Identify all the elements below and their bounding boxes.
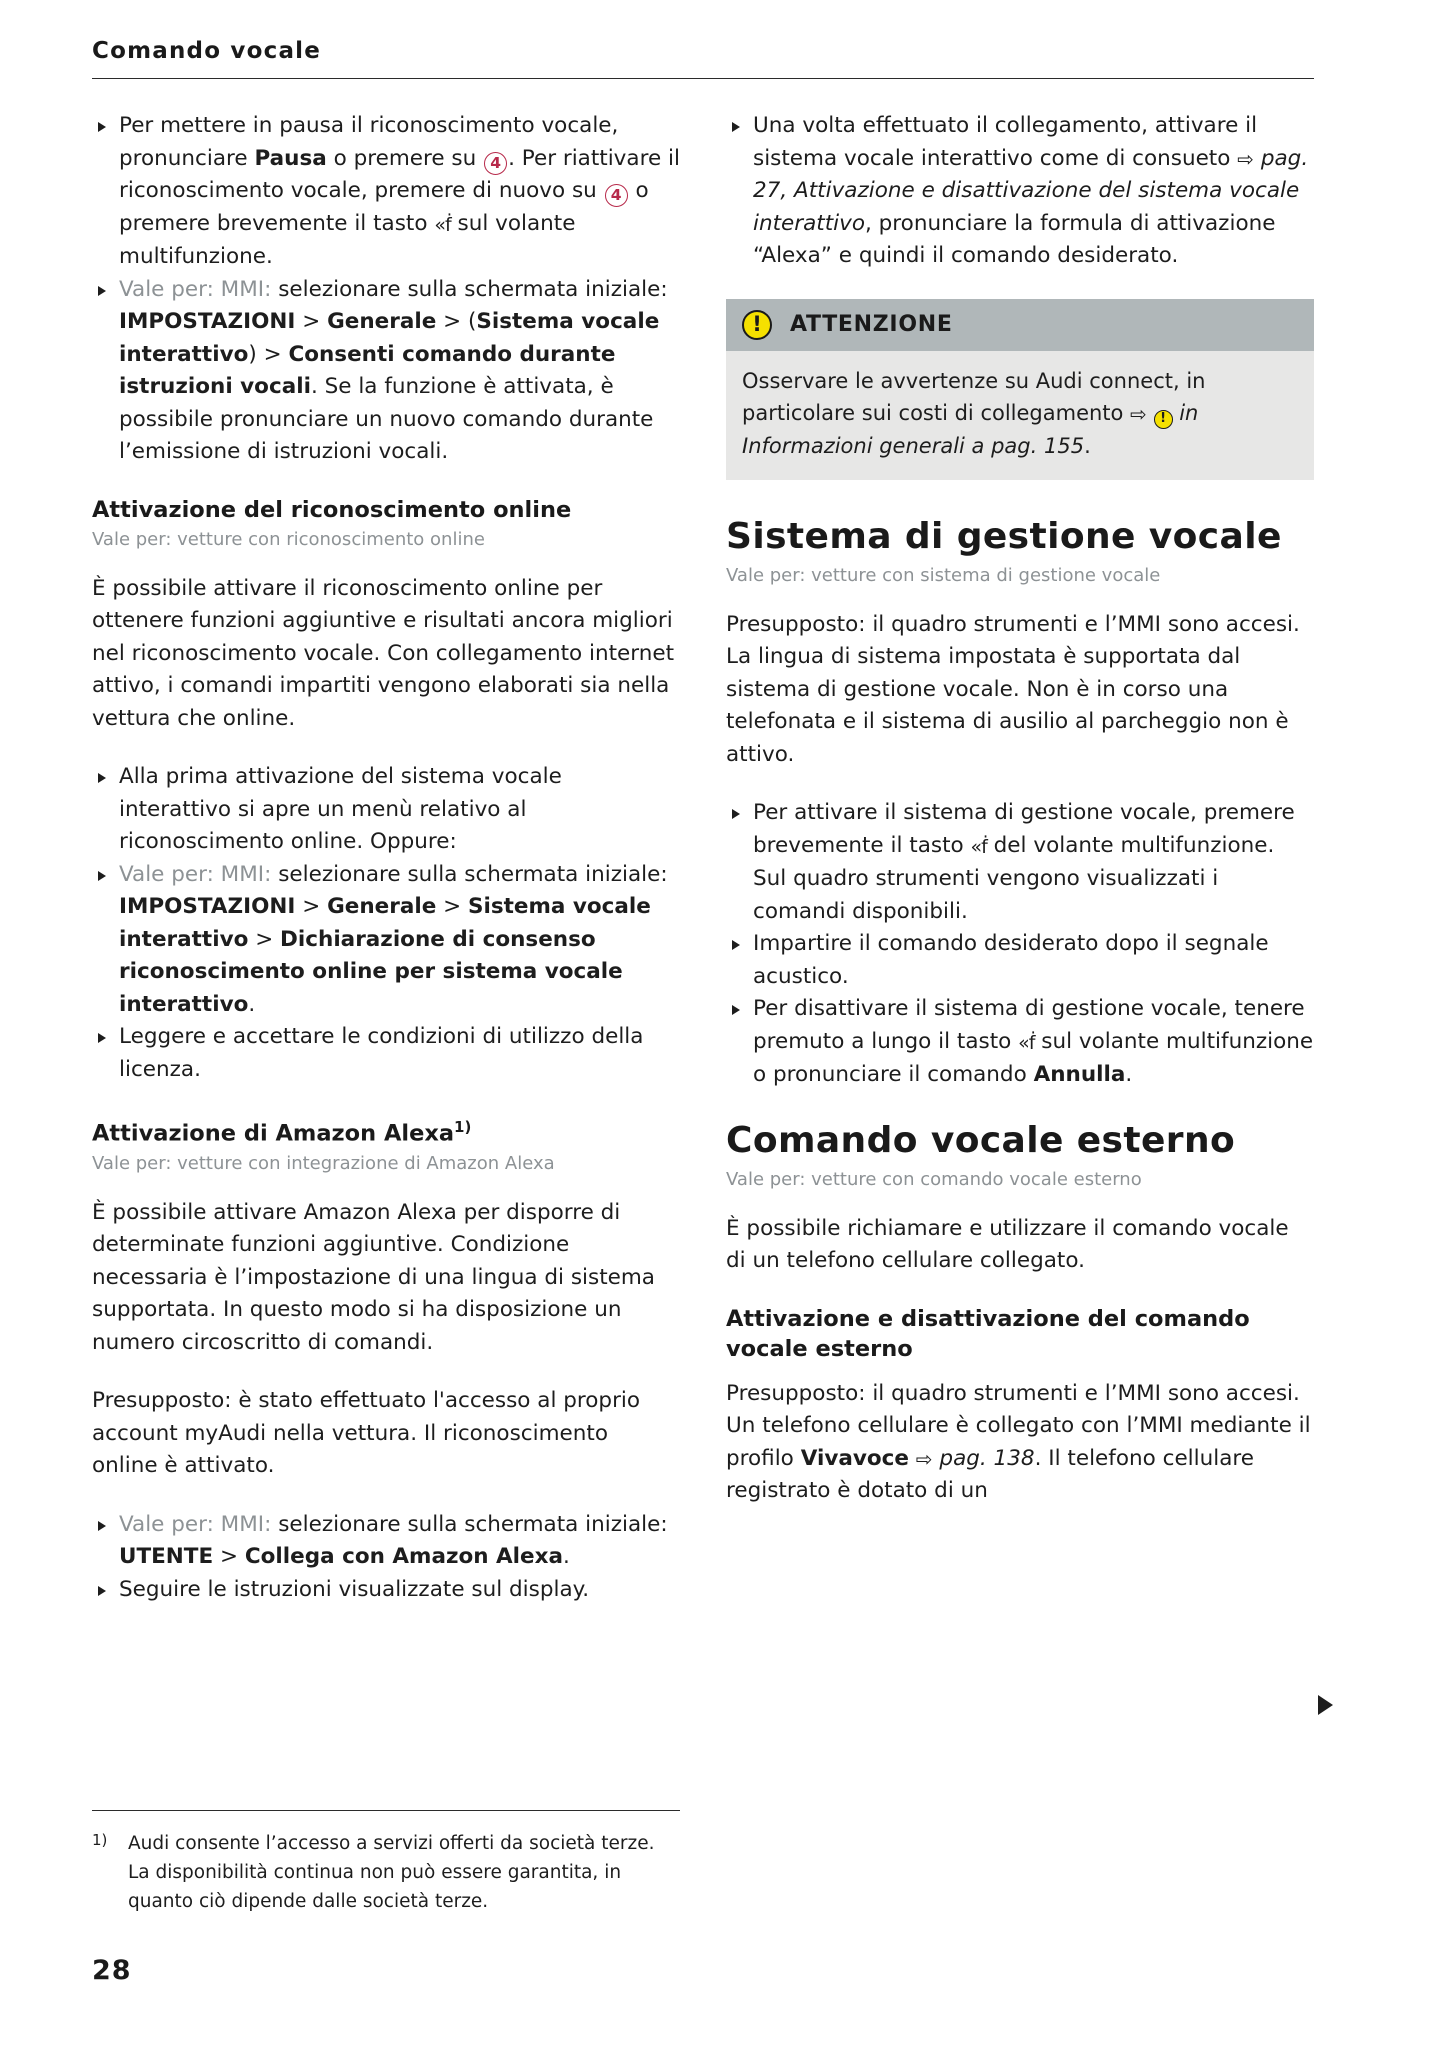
applicability-note: Vale per: vetture con sistema di gestione vocale (726, 564, 1161, 586)
voice-control-key-icon: «ḟ (1018, 1031, 1035, 1054)
page-title: Comando vocale (92, 38, 322, 64)
cross-reference-arrow-icon: ⇨ (915, 1446, 933, 1471)
paragraph: Presupposto: il quadro strumenti e l’MMI sono accesi. Un telefono cellulare è collegato con l’MMI mediante il profilo Vivavoce ⇨ pag. 138. Il telefono cellulare registrato è dotato di un (726, 1380, 1311, 1503)
applicability-note: Vale per: vetture con riconoscimento online (92, 528, 485, 550)
section-heading-alexa-text: Attivazione di Amazon Alexa (92, 1120, 455, 1147)
section-heading-online: Attivazione del riconoscimento online (92, 496, 572, 523)
voice-control-key-icon: «ḟ (434, 213, 451, 236)
section-heading-comando-esterno: Comando vocale esterno (726, 1119, 1236, 1161)
running-header (92, 38, 1314, 79)
bold-run: Consenti comando durante istruzioni vocali (119, 341, 616, 399)
cross-reference-text: in Informazioni generali a pag. 155 (742, 400, 1199, 458)
bold-run: Pausa (254, 145, 327, 171)
left-top-bullet-list (92, 110, 680, 469)
bold-run: Sistema vocale interattivo (119, 309, 660, 367)
applicability-note: Vale per: vetture con integrazione di Amazon Alexa (92, 1152, 555, 1174)
inline-warning-icon: ! (1154, 410, 1173, 429)
warning-box-title: ATTENZIONE (790, 312, 953, 337)
applicability-inline: Vale per: MMI: (119, 276, 272, 302)
list-item: Vale per: MMI: selezionare sulla schermata iniziale: UTENTE > Collega con Amazon Alexa. (92, 1509, 680, 1574)
page-number: 28 (92, 1955, 132, 1986)
list-item: Per disattivare il sistema di gestione vocale, tenere premuto a lungo il tasto «ḟ sul volante multifunzione o pronunciare il comando Annulla. (726, 993, 1314, 1092)
list-item: Vale per: MMI: selezionare sulla schermata iniziale: IMPOSTAZIONI > Generale > Sistema vocale interattivo > Dichiarazione di consenso riconoscimento online per sistema vocale interattivo. (92, 859, 680, 1022)
bold-run: Collega con Amazon Alexa (244, 1544, 564, 1569)
cross-reference-text: pag. 27, Attivazione e disattivazione del sistema vocale interattivo (753, 145, 1309, 236)
bold-run: Dichiarazione di consenso riconoscimento online per sistema vocale interattivo (119, 926, 623, 1017)
alexa-bullet-list (92, 1509, 680, 1607)
bold-run: Sistema vocale interattivo (119, 894, 651, 952)
applicability-inline: Vale per: MMI: (119, 1511, 272, 1537)
footnote-reference-mark: 1) (454, 1118, 472, 1136)
list-item: Una volta effettuato il collegamento, attivare il sistema vocale interattivo come di consueto ⇨ pag. 27, Attivazione e disattivazione del sistema vocale interattivo, pronunciare la formula di attivazione “Alexa” e quindi il comando desiderato. (726, 110, 1314, 273)
list-item: Vale per: MMI: selezionare sulla schermata iniziale: IMPOSTAZIONI > Generale > (Sistema vocale interattivo) > Consenti comando durante istruzioni vocali. Se la funzione è attivata, è possibile pronunciare un nuovo comando durante l’emissione di istruzioni vocali. (92, 274, 680, 469)
paragraph: Presupposto: è stato effettuato l'accesso al proprio account myAudi nella vettura. Il riconoscimento online è attivato. (92, 1388, 641, 1478)
footnote-text: Audi consente l’accesso a servizi offerti da società terze. La disponibilità continua non può essere garantita, in quanto ciò dipende dalle società terze. (128, 1833, 655, 1912)
applicability-note: Vale per: vetture con comando vocale esterno (726, 1168, 1142, 1190)
paragraph: È possibile richiamare e utilizzare il comando vocale di un telefono cellulare collegato. (726, 1215, 1289, 1273)
bold-run: IMPOSTAZIONI (119, 309, 296, 334)
list-item: Per attivare il sistema di gestione vocale, premere brevemente il tasto «ḟ del volante multifunzione. Sul quadro strumenti vengono visualizzati i comandi disponibili. (726, 797, 1314, 928)
bold-run: UTENTE (119, 1544, 214, 1569)
circled-number-icon: 4 (484, 152, 507, 175)
bold-run: Generale (327, 894, 437, 919)
list-item: Leggere e accettare le condizioni di utilizzo della licenza. (92, 1021, 680, 1086)
bold-run: Vivavoce (800, 1445, 909, 1471)
online-bullet-list (92, 761, 680, 1086)
paragraph: È possibile attivare Amazon Alexa per disporre di determinate funzioni aggiuntive. Condizione necessaria è l’impostazione di una lingua di sistema supportata. In questo modo si ha disposizione un numero circoscritto di comandi. (92, 1199, 655, 1355)
footnote-divider (92, 1810, 680, 1811)
subsection-heading-attivazione-esterno: Attivazione e disattivazione del comando vocale esterno (726, 1305, 1250, 1362)
footnote-mark: 1) (92, 1831, 108, 1849)
right-column (726, 110, 1314, 1632)
content-columns (92, 110, 1314, 1632)
right-top-bullet-list (726, 110, 1314, 273)
section-heading-gestione-vocale: Sistema di gestione vocale (726, 515, 1282, 557)
warning-exclamation-icon: ! (742, 310, 772, 340)
warning-box-body: Osservare le avvertenze su Audi connect, in particolare sui costi di collegamento ⇨ ! in Informazioni generali a pag. 155. (726, 351, 1314, 480)
applicability-inline: Vale per: MMI: (119, 861, 272, 887)
section-heading-alexa (92, 1112, 680, 1149)
cross-reference-arrow-icon: ⇨ (1130, 401, 1147, 426)
gestione-bullet-list (726, 797, 1314, 1092)
paragraph: Presupposto: il quadro strumenti e l’MMI sono accesi. La lingua di sistema impostata è supportata dal sistema di gestione vocale. Non è in corso una telefonata e il sistema di ausilio al parcheggio non è attivo. (726, 611, 1300, 767)
list-item: Alla prima attivazione del sistema vocale interattivo si apre un menù relativo al riconoscimento online. Oppure: (92, 761, 680, 859)
cross-reference-text: pag. 138 (939, 1445, 1035, 1471)
list-item: Seguire le istruzioni visualizzate sul display. (92, 1574, 680, 1607)
voice-control-key-icon: «ḟ (970, 835, 987, 858)
bold-run: Annulla (1033, 1062, 1126, 1087)
list-item: Impartire il comando desiderato dopo il segnale acustico. (726, 928, 1314, 993)
left-column (92, 110, 680, 1632)
cross-reference-arrow-icon: ⇨ (1237, 146, 1254, 171)
footnote-block (92, 1810, 680, 1916)
paragraph: È possibile attivare il riconoscimento online per ottenere funzioni aggiuntive e risultati ancora migliori nel riconoscimento vocale. Con collegamento internet attivo, i comandi impartiti vengono elaborati sia nella vettura che online. (92, 575, 675, 731)
circled-number-icon: 4 (605, 184, 628, 207)
right-triangle-icon (1318, 1695, 1333, 1715)
bold-run: Generale (327, 309, 437, 334)
bold-run: IMPOSTAZIONI (119, 894, 296, 919)
warning-box (726, 299, 1314, 480)
header-divider (92, 78, 1314, 79)
warning-box-header (726, 299, 1314, 351)
list-item: Per mettere in pausa il riconoscimento vocale, pronunciare Pausa o premere su 4 . Per riattivare il riconoscimento vocale, premere di nuovo su 4 o premere brevemente il tasto «ḟ sul volante multifunzione. (92, 110, 680, 274)
